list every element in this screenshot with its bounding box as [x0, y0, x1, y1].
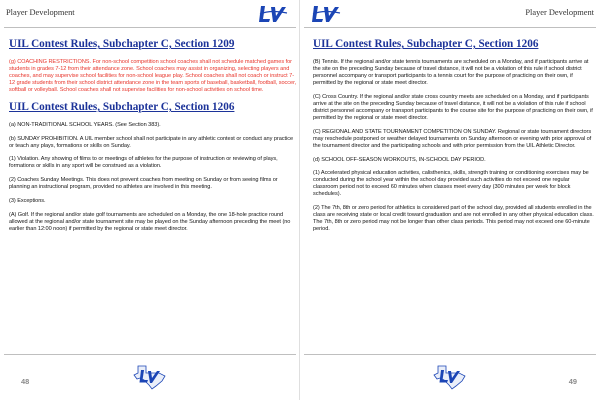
page-header: [300, 0, 600, 33]
section-heading-1209: UIL Contest Rules, Subchapter C, Section 1209: [9, 38, 235, 50]
paragraph-cross-country: (C) Cross Country. If the regional and/or state cross country meets are scheduled on a Monday, and if participants arrive at the site on the preceding Sunday because of travel distance, it will not be a violation of this rule if school district personnel accompany or transport participants to the course site for the purpose of practicing on their own, if permitted by the regional or state meet director.: [313, 94, 593, 121]
page-number: 49: [568, 377, 577, 386]
paragraph-d2: (2) The 7th, 8th or zero period for athletics is considered part of the school day, provided all students enrolled in the class are receiving state or local credit toward graduation and are not enrolled in any other physical education class. The 7th, 8th or zero period may not be longer than other class periods. This period may not exceed one 60-minute period.: [313, 205, 594, 232]
paragraph-d: (d) SCHOOL OFF-SEASON WORKOUTS, IN-SCHOOL DAY PERIOD.: [313, 157, 486, 163]
section-heading-1206: UIL Contest Rules, Subchapter C, Section 1206: [313, 38, 539, 50]
section-heading-1206: UIL Contest Rules, Subchapter C, Section 1206: [9, 101, 235, 113]
lv-logo-icon: [257, 3, 289, 25]
paragraph-d1: (1) Accelerated physical education activities, calisthenics, skills, strength training or conditioning exercises may be conducted during the school year within the school day provided such activities do not exceed one regular classroom period not to exceed 60 minutes when classes meet every day (300 minutes per week for block schedules).: [313, 170, 589, 197]
header-divider: [304, 27, 596, 28]
paragraph-b2: (2) Coaches Sunday Meetings. This does not prevent coaches from meeting on Sunday or from seeing films or planning an instructional program, provided no athletes are involved in this meeting.: [9, 177, 278, 190]
footer-divider: [304, 354, 596, 355]
paragraph-tennis: (B) Tennis. If the regional and/or state tennis tournaments are scheduled on a Monday, and if participants arrive at the site on the preceding Sunday because of travel distance, it will not be a violation of this rule if school district personnel accompany or transport participants to a tennis court for the purpose of practicing on their own, if permitted by the regional or state meet director.: [313, 59, 589, 86]
lv-logo-icon: [310, 3, 342, 25]
paragraph-a: (a) NON-TRADITIONAL SCHOOL YEARS. (See Section 383).: [9, 122, 161, 128]
running-title: Player Development: [525, 8, 594, 17]
paragraph-b: (b) SUNDAY PROHIBITION. A UIL member school shall not participate in any athletic contest or conduct any practice or teach any plays, formations or skills on Sunday.: [9, 136, 294, 149]
paragraph-b3: (3) Exceptions.: [9, 198, 46, 204]
left-page-content: [9, 38, 297, 240]
header-divider: [4, 27, 296, 28]
page-header: [0, 0, 300, 33]
footer-divider: [4, 354, 296, 355]
right-page-content: [313, 38, 595, 240]
page-number: 48: [21, 377, 30, 386]
paragraph-b1: (1) Violation. Any showing of films to or meetings of athletes for the purpose of instruction or reviewing of plays, formations or skills in any sport will be construed as a violation.: [9, 156, 278, 169]
right-page: [300, 0, 600, 400]
coaching-restrictions-paragraph: (g) COACHING RESTRICTIONS. For non-school competition school coaches shall not schedule matched games for students in grades 7-12 from their attendance zone. School coaches may assist in organizing, selecting players and coaches, and may supervise school facilities for non-school league play. School coaches shall not coach or instruct 7-12 grade students from their school district attendance zone in the team sports of baseball, basketball, football, soccer, softball or volleyball. School coaches shall not supervise facilities for non-school activities on school time.: [9, 59, 297, 93]
texas-lv-logo-icon: [432, 364, 468, 390]
paragraph-golf: (A) Golf. If the regional and/or state golf tournaments are scheduled on a Monday, the one 18-hole practice round allowed at the regional and/or state tournament site may be played on the Sunday afternoon preceding the meet (no earlier than 12:00 noon) if permitted by the regional or state meet director.: [9, 212, 291, 232]
running-title: Player Development: [6, 8, 75, 17]
texas-lv-logo-icon: [132, 364, 168, 390]
paragraph-c: (C) REGIONAL AND STATE TOURNAMENT COMPETITION ON SUNDAY. Regional or state tournament directors may reschedule postponed or weather delayed tournaments on Sunday afternoon or evening with prior approval of the tournament director and the participating schools and with prior permission from the UIL Athletic Director.: [313, 129, 592, 149]
